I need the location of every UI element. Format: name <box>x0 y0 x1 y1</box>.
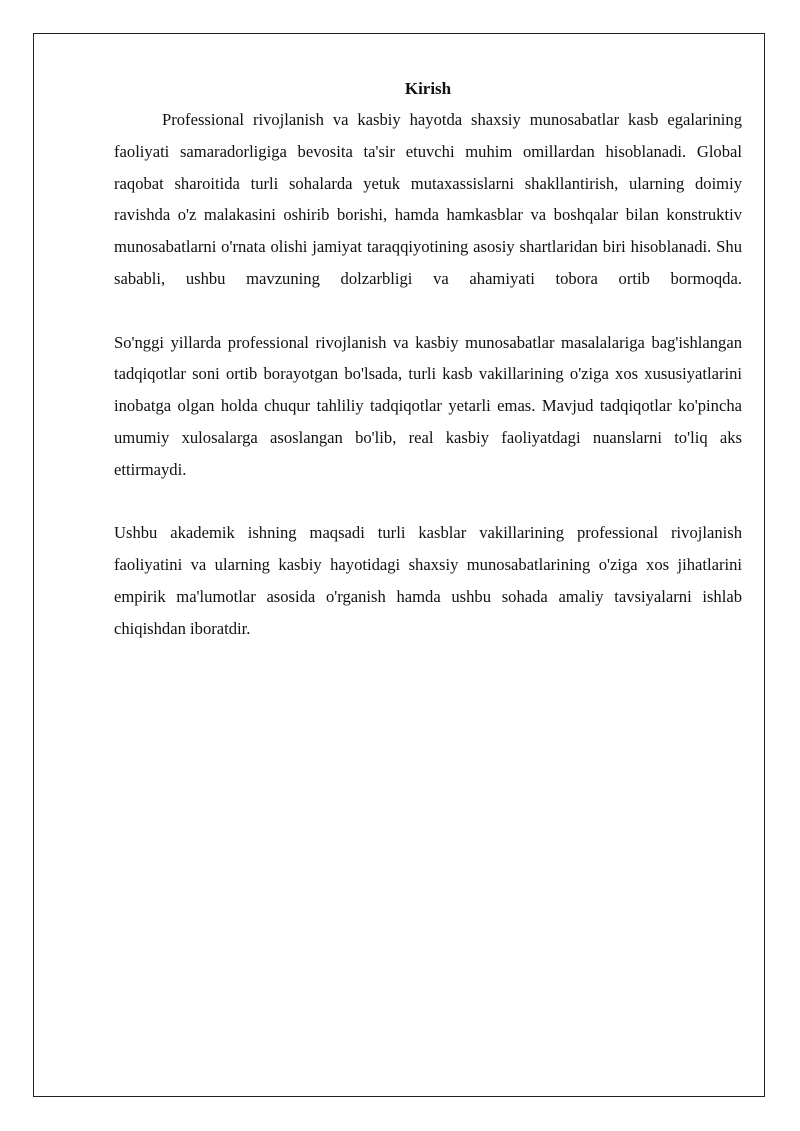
page-title: Kirish <box>404 79 452 98</box>
paragraph-spacer <box>114 295 742 327</box>
paragraph-2: So'nggi yillarda professional rivojlanish va kasbiy munosabatlar masalalariga bag'ishlangan tadqiqotlar soni ortib borayotgan bo'lsada, turli kasb vakillarining o'ziga xos xususiyatlarini inobatga olgan holda chuqur tahliliy tadqiqotlar yetarli emas. Mavjud tadqiqotlar ko'pincha umumiy xulosalarga asoslangan bo'lib, real kasbiy faoliyatdagi nuanslarni to'liq aks ettirmaydi. <box>114 332 742 479</box>
paragraph-spacer <box>114 486 742 518</box>
paragraph-3: Ushbu akademik ishning maqsadi turli kasblar vakillarining professional rivojlanish faoliyatini va ularning kasbiy hayotidagi shaxsiy munosabatlarining o'ziga xos jihatlarini empirik ma'lumotlar asosida o'rganish hamda ushbu sohada amaliy tavsiyalarni ishlab chiqishdan iboratdir. <box>114 523 742 638</box>
document-body <box>114 76 742 645</box>
paragraph-1: Professional rivojlanish va kasbiy hayotda shaxsiy munosabatlar kasb egalarining faoliyati samaradorligiga bevosita ta'sir etuvchi muhim omillardan hisoblanadi. Global raqobat sharoitida turli sohalarda yetuk mutaxassislarni shakllantirish, ularning doimiy ravishda o'z malakasini oshirib borishi, hamda hamkasblar va boshqalar bilan konstruktiv munosabatlarni o'rnata olishi jamiyat taraqqiyotining asosiy shartlaridan biri hisoblanadi. Shu sababli, ushbu mavzuning dolzarbligi va ahamiyati tobora ortib bormoqda. <box>114 110 742 288</box>
